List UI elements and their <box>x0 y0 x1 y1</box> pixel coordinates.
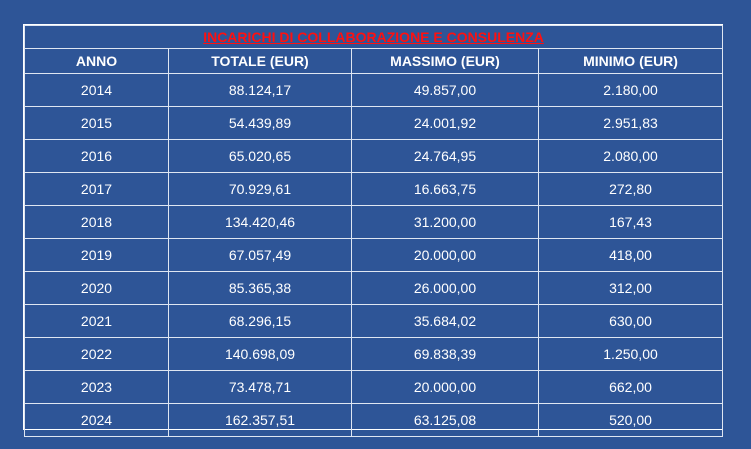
table-row <box>25 338 723 371</box>
table-frame <box>23 24 723 430</box>
cell-massimo: 16.663,75 <box>352 173 539 206</box>
cell-anno: 2015 <box>25 107 169 140</box>
cell-anno: 2023 <box>25 371 169 404</box>
cell-minimo: 167,43 <box>539 206 723 239</box>
cell-massimo: 49.857,00 <box>352 74 539 107</box>
cell-massimo: 26.000,00 <box>352 272 539 305</box>
cell-minimo: 272,80 <box>539 173 723 206</box>
cell-totale: 88.124,17 <box>169 74 352 107</box>
table-row <box>25 74 723 107</box>
cell-massimo: 35.684,02 <box>352 305 539 338</box>
cell-anno: 2021 <box>25 305 169 338</box>
cell-anno: 2017 <box>25 173 169 206</box>
cell-totale: 85.365,38 <box>169 272 352 305</box>
cell-totale: 162.357,51 <box>169 404 352 437</box>
cell-massimo: 20.000,00 <box>352 239 539 272</box>
header-massimo: MASSIMO (EUR) <box>352 49 539 74</box>
table-body <box>25 74 723 437</box>
table-row <box>25 305 723 338</box>
cell-totale: 65.020,65 <box>169 140 352 173</box>
cell-totale: 70.929,61 <box>169 173 352 206</box>
title-row <box>25 26 723 49</box>
cell-massimo: 31.200,00 <box>352 206 539 239</box>
cell-anno: 2020 <box>25 272 169 305</box>
table-title: INCARICHI DI COLLABORAZIONE E CONSULENZA <box>25 26 723 49</box>
cell-totale: 68.296,15 <box>169 305 352 338</box>
cell-minimo: 2.080,00 <box>539 140 723 173</box>
cell-minimo: 630,00 <box>539 305 723 338</box>
cell-minimo: 418,00 <box>539 239 723 272</box>
header-row <box>25 49 723 74</box>
cell-minimo: 312,00 <box>539 272 723 305</box>
table-row <box>25 239 723 272</box>
cell-totale: 134.420,46 <box>169 206 352 239</box>
cell-minimo: 1.250,00 <box>539 338 723 371</box>
table-row <box>25 272 723 305</box>
table-row <box>25 206 723 239</box>
cell-totale: 140.698,09 <box>169 338 352 371</box>
cell-massimo: 20.000,00 <box>352 371 539 404</box>
cell-massimo: 63.125,08 <box>352 404 539 437</box>
cell-massimo: 69.838,39 <box>352 338 539 371</box>
table-row <box>25 173 723 206</box>
cell-totale: 67.057,49 <box>169 239 352 272</box>
consulting-assignments-table <box>24 25 723 437</box>
cell-anno: 2018 <box>25 206 169 239</box>
cell-minimo: 520,00 <box>539 404 723 437</box>
cell-massimo: 24.764,95 <box>352 140 539 173</box>
cell-anno: 2019 <box>25 239 169 272</box>
cell-minimo: 2.180,00 <box>539 74 723 107</box>
cell-minimo: 2.951,83 <box>539 107 723 140</box>
table-row <box>25 371 723 404</box>
table-row <box>25 404 723 437</box>
header-anno: ANNO <box>25 49 169 74</box>
table-row <box>25 107 723 140</box>
table-row <box>25 140 723 173</box>
header-totale: TOTALE (EUR) <box>169 49 352 74</box>
cell-minimo: 662,00 <box>539 371 723 404</box>
cell-anno: 2024 <box>25 404 169 437</box>
cell-anno: 2014 <box>25 74 169 107</box>
cell-totale: 73.478,71 <box>169 371 352 404</box>
cell-anno: 2022 <box>25 338 169 371</box>
cell-massimo: 24.001,92 <box>352 107 539 140</box>
cell-anno: 2016 <box>25 140 169 173</box>
cell-totale: 54.439,89 <box>169 107 352 140</box>
header-minimo: MINIMO (EUR) <box>539 49 723 74</box>
